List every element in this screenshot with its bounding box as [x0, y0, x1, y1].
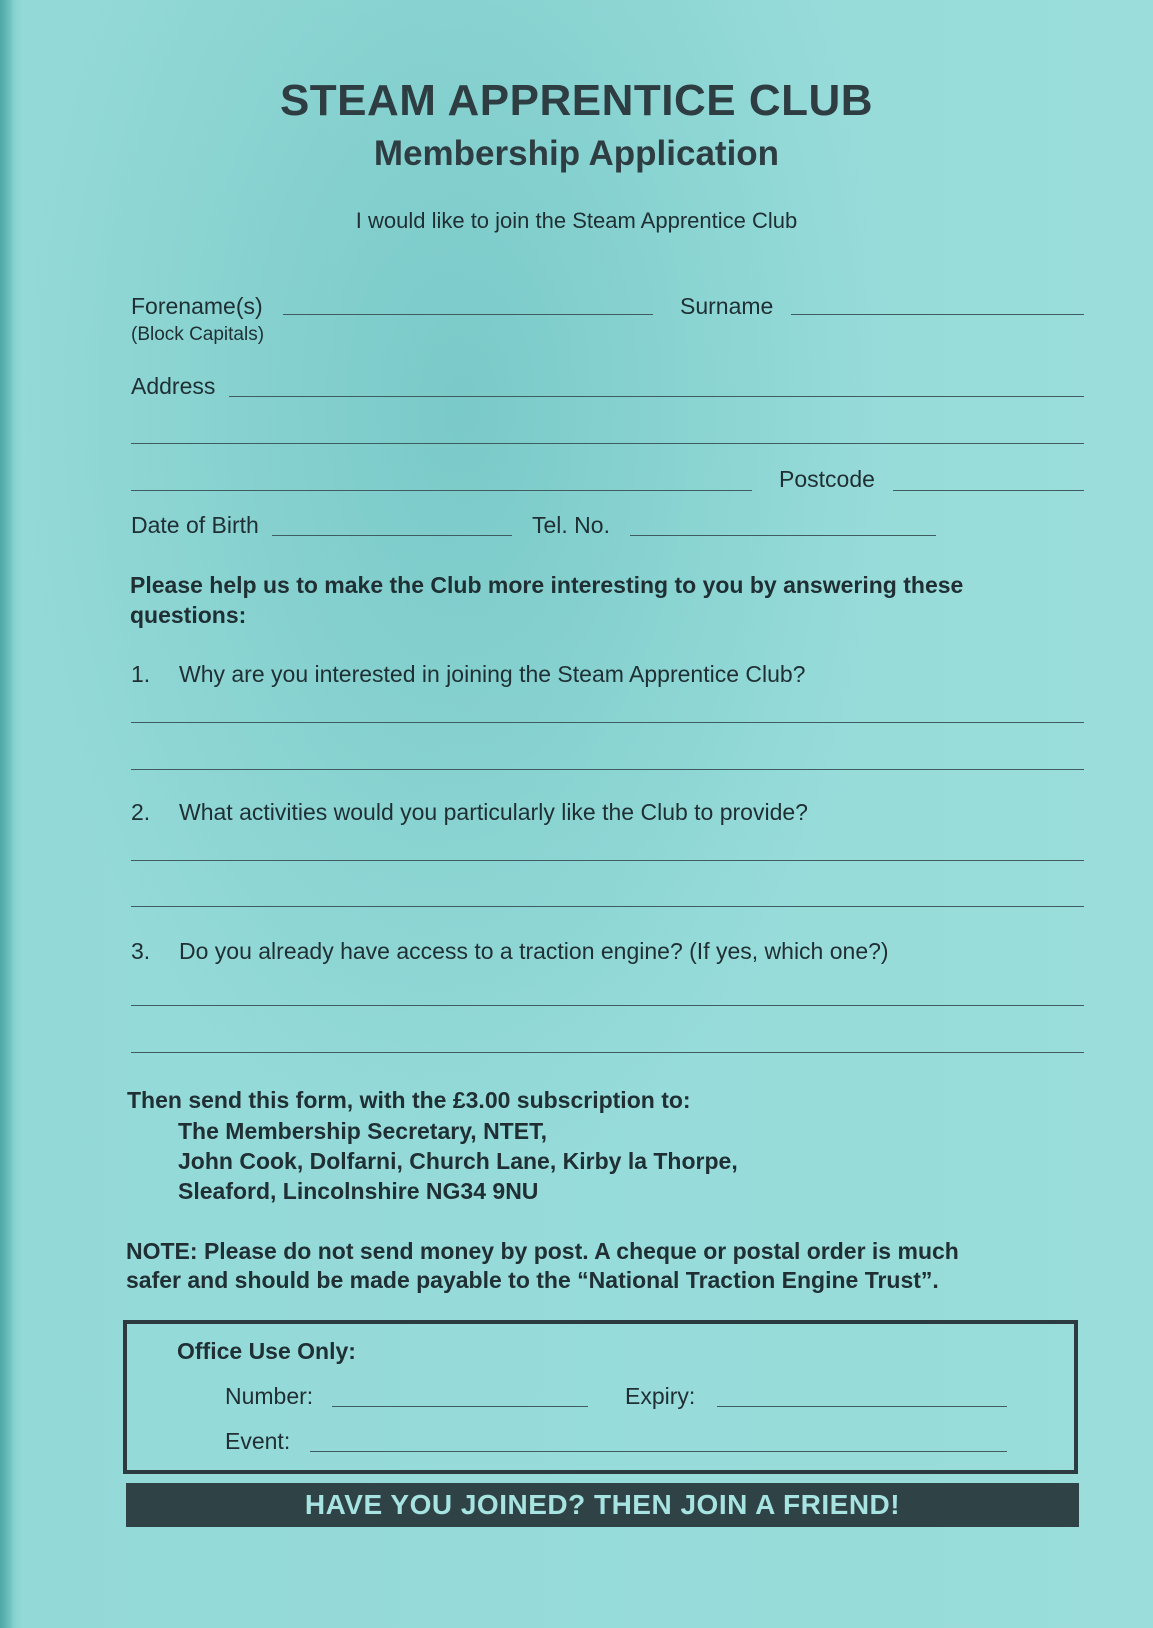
tel-field[interactable] [630, 535, 936, 536]
tel-label: Tel. No. [532, 512, 610, 538]
question-3-text: Do you already have access to a traction engine? (If yes, which one?) [179, 938, 889, 964]
office-use-box [123, 1320, 1078, 1474]
questions-intro: Please help us to make the Club more interesting to you by answering these questions: [130, 572, 964, 628]
answer-1-line-1[interactable] [131, 722, 1084, 723]
send-heading: Then send this form, with the £3.00 subscription to: [127, 1087, 691, 1113]
question-2-number: 2. [131, 799, 151, 825]
answer-3-line-1[interactable] [131, 1005, 1084, 1006]
forename-note: (Block Capitals) [131, 324, 265, 345]
answer-2-line-2[interactable] [131, 906, 1084, 907]
postcode-label: Postcode [779, 466, 875, 492]
event-label: Event: [225, 1428, 291, 1454]
club-title: STEAM APPRENTICE CLUB [279, 76, 874, 125]
answer-2-line-1[interactable] [131, 860, 1084, 861]
surname-field[interactable] [791, 314, 1084, 315]
note-line-2: safer and should be made payable to the “National Traction Engine Trust”. [126, 1267, 939, 1293]
address-field-line-1[interactable] [229, 396, 1084, 397]
send-address-line-3: Sleaford, Lincolnshire NG34 9NU [178, 1178, 539, 1204]
send-address-line-2: John Cook, Dolfarni, Church Lane, Kirby la Thorpe, [178, 1148, 738, 1174]
surname-label: Surname [680, 293, 774, 319]
number-field[interactable] [332, 1406, 588, 1407]
question-1 [131, 661, 805, 688]
office-heading: Office Use Only: [177, 1338, 356, 1364]
question-1-text: Why are you interested in joining the Steam Apprentice Club? [179, 661, 806, 687]
expiry-label: Expiry: [625, 1383, 696, 1409]
question-3-number: 3. [131, 938, 151, 964]
dob-label: Date of Birth [131, 512, 259, 538]
answer-3-line-2[interactable] [131, 1052, 1084, 1053]
send-address-line-1: The Membership Secretary, NTET, [178, 1118, 547, 1144]
question-2-text: What activities would you particularly like the Club to provide? [179, 799, 808, 825]
booklet-spine-shadow [0, 0, 14, 1628]
answer-1-line-2[interactable] [131, 769, 1084, 770]
event-field[interactable] [310, 1451, 1007, 1452]
forename-field[interactable] [283, 314, 653, 315]
address-label: Address [131, 373, 216, 399]
dob-field[interactable] [272, 535, 512, 536]
question-2 [131, 799, 808, 826]
expiry-field[interactable] [717, 1406, 1007, 1407]
intro-text: I would like to join the Steam Apprentice Club [355, 208, 798, 233]
address-field-line-3[interactable] [131, 490, 752, 491]
question-3 [131, 938, 889, 965]
question-1-number: 1. [131, 661, 151, 687]
forename-label: Forename(s) [131, 293, 263, 319]
number-label: Number: [225, 1383, 314, 1409]
note-line-1: NOTE: Please do not send money by post. A cheque or postal order is much [126, 1238, 959, 1264]
join-friend-banner: HAVE YOU JOINED? THEN JOIN A FRIEND! [126, 1483, 1079, 1527]
address-field-line-2[interactable] [131, 443, 1084, 444]
form-subtitle: Membership Application [373, 134, 780, 173]
postcode-field[interactable] [893, 490, 1084, 491]
